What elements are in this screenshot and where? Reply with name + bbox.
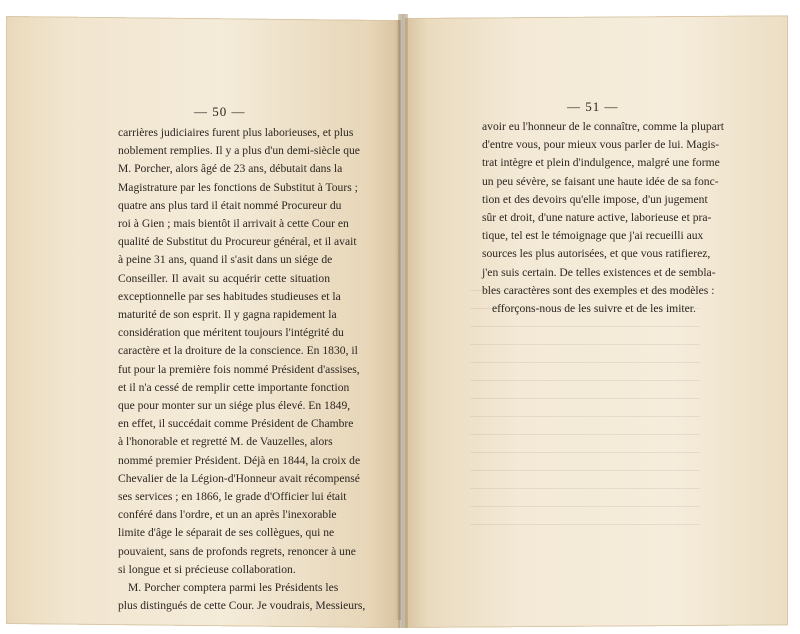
text-line: M. Porcher, alors âgé de 23 ans, débutait dans la <box>118 162 343 176</box>
text-line: Magistrature par les fonctions de Substitut à Tours ; <box>118 180 358 194</box>
text-line: plus distingués de cette Cour. Je voudrais, Messieurs, <box>118 599 366 613</box>
text-line: conféré dans l'ordre, et un an après l'inexorable <box>118 508 337 522</box>
text-line: limite d'âge le séparait de ses collègues, qui ne <box>118 526 335 540</box>
right-page-text <box>482 118 724 318</box>
text-line: maturité de son esprit. Il y gagna rapidement la <box>118 308 337 322</box>
text-line: fut pour la première fois nommé Président d'assises, <box>118 362 360 376</box>
page-number-left: — 50 — <box>194 104 246 119</box>
text-line: roi à Gien ; mais bientôt il arrivait à cette Cour en <box>118 217 349 231</box>
left-page-text <box>118 124 366 615</box>
text-line: M. Porcher comptera parmi les Présidents les <box>128 581 339 595</box>
text-line: considération que méritent toujours l'intégrité du <box>118 326 344 340</box>
text-line: quatre ans plus tard il était nommé Procureur du <box>118 198 342 212</box>
text-line: Chevalier de la Légion-d'Honneur avait récompensé <box>118 471 360 485</box>
gutter-shadow <box>395 20 401 620</box>
text-line: si longue et si précieuse collaboration. <box>118 562 296 576</box>
text-line: en effet, il succédait comme Président de Chambre <box>118 417 354 431</box>
text-line: et il n'a cessé de remplir cette importante fonction <box>118 380 350 394</box>
text-line: noblement remplies. Il y a plus d'un demi-siècle que <box>118 144 360 158</box>
text-line: d'entre vous, pour mieux vous parler de lui. Magis- <box>482 138 720 152</box>
text-line: ses services ; en 1866, le grade d'Officier lui était <box>118 490 347 504</box>
page-number-right: — 51 — <box>567 99 619 114</box>
text-line: carrières judiciaires furent plus laborieuses, et plus <box>118 126 354 139</box>
text-line: trat intègre et plein d'indulgence, malgré une forme <box>482 156 720 170</box>
text-line: avoir eu l'honneur de le connaître, comme la plupart <box>482 120 724 133</box>
text-line: nommé premier Président. Déjà en 1844, la croix de <box>118 453 361 467</box>
text-line: exceptionnelle par ses habitudes studieuses et la <box>118 289 341 303</box>
text-line: Conseiller. Il avait su acquérir cette situation <box>118 271 330 285</box>
text-line: sources les plus autorisées, et que vous ratifierez, <box>482 247 711 261</box>
text-line: qualité de Substitut du Procureur général, et il avait <box>118 235 357 249</box>
text-line: que pour monter sur un siége plus élevé. En 1849, <box>118 399 351 413</box>
text-line: bles caractères sont des exemples et des modèles : <box>482 283 715 297</box>
text-line: j'en suis certain. De telles existences et de sembla- <box>482 265 716 279</box>
show-through-text <box>470 290 700 530</box>
text-line: à peine 31 ans, quand il s'asit dans un siége de <box>118 253 333 267</box>
text-line: un peu sévère, se faisant une haute idée de sa fonc- <box>482 174 719 188</box>
text-line: caractère et la droiture de la conscience. En 1830, il <box>118 344 358 358</box>
text-line: tion et des devoirs qu'elle impose, d'un jugement <box>482 192 708 206</box>
text-line: efforçons-nous de les suivre et de les imiter. <box>492 302 696 316</box>
text-line: à l'honorable et regretté M. de Vauzelles, alors <box>118 435 333 449</box>
text-line: tique, tel est le témoignage que j'ai recueilli aux <box>482 229 704 243</box>
text-line: sûr et droit, d'une nature active, laborieuse et pra- <box>482 211 712 225</box>
text-line: pouvaient, sans de profonds regrets, renoncer à une <box>118 544 356 558</box>
